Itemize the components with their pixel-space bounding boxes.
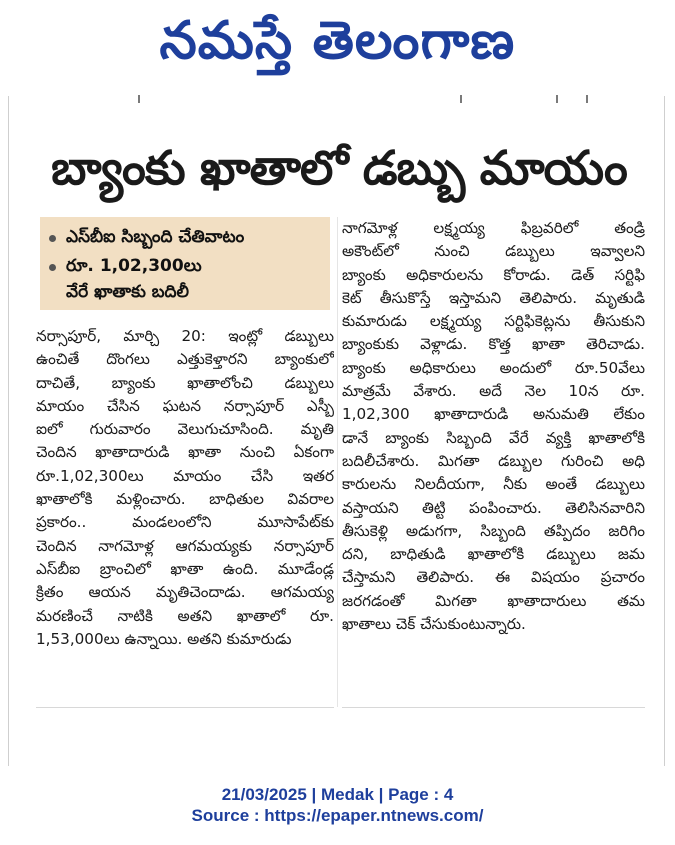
deck-item-text: ఎస్‌బీఐ సిబ్బంది చేతివాటం — [66, 227, 245, 247]
body-text-line: మాత్రమే వేశారు. అదే నెల 10న రూ. — [342, 382, 645, 401]
body-text-line: ఎస్‌బీఐ బ్రాంచిలో ఖాతా ఉంది. మూడేండ్ల — [36, 559, 334, 578]
article-body-left-column — [36, 325, 334, 651]
tick-mark — [460, 95, 462, 103]
deck-item — [52, 227, 244, 251]
tick-mark — [138, 95, 140, 103]
body-text-line: నర్సాపూర్, మార్చి 20: ఇంట్లో డబ్బులు — [36, 327, 334, 345]
body-text-line: బదిలీచేశారు. మిగతా డబ్బుల గురించి అధి — [342, 451, 645, 470]
body-text-line: చెందిన నాగమోళ్ల ఆగమయ్యకు నర్సాపూర్ — [36, 536, 334, 555]
footer-date-edition-page: 21/03/2025 | Medak | Page : 4 — [221, 785, 454, 804]
article-deck-box — [40, 217, 330, 310]
body-text-line: బ్యాంకుకు వెళ్లాడు. కొత్త ఖాతా తెరిచాడు. — [342, 335, 645, 354]
body-text-line: జరగడంతో మిగతా ఖాతాదారులు తమ — [342, 591, 645, 610]
body-text-line: దని, బాధితుడి ఖాతాలోకి డబ్బులు జమ — [342, 545, 645, 564]
body-text-line: చేస్తామని తెలిపారు. ఈ విషయం ప్రచారం — [342, 568, 645, 587]
body-text-line: కారులను నిలదీయగా, నీకు అంతే డబ్బులు — [342, 475, 645, 494]
bullet-icon — [49, 264, 56, 271]
bullet-icon — [49, 235, 56, 242]
body-text-line: రూ.1,02,300లు మాయం చేసి ఇతర — [36, 466, 334, 485]
newspaper-masthead — [0, 4, 675, 84]
body-text-line: అకౌంట్‌లో నుంచి డబ్బులు ఇవ్వాలని — [342, 242, 645, 261]
body-text-line: కెట్ తీసుకొస్తే ఇస్తామని తెలిపారు. మృతుడి — [342, 288, 645, 307]
deck-item — [52, 256, 202, 280]
footer-source-link[interactable]: Source : https://epaper.ntnews.com/ — [191, 806, 484, 825]
column-end-rule — [36, 707, 334, 708]
tick-mark — [586, 95, 588, 103]
column-end-rule — [342, 707, 645, 708]
body-text-line: కుమారుడు లక్ష్మయ్య సర్టిఫికెట్లను తీసుకుని — [342, 312, 645, 331]
body-text-line: ఉంచితే దొంగలు ఎత్తుకెళ్తారని బ్యాంకులో — [36, 350, 334, 369]
body-text-line: ఖాతాలోకి మళ్లించారు. బాధితుల వివరాల — [36, 490, 334, 509]
article-body-right-column — [342, 217, 645, 636]
body-text-line: వస్తాయని తిట్టి పంపించారు. తెలిసినవారిని — [342, 498, 645, 517]
body-text-line: మాయం చేసిన ఘటన నర్సాపూర్ ఎస్బీ — [36, 396, 334, 415]
body-text-line: నాగమోళ్ల లక్ష్మయ్య ఫిబ్రవరిలో తండ్రి — [342, 219, 645, 237]
deck-item — [52, 282, 189, 306]
body-text-line: ఐలో గురువారం వెలుగుచూసింది. మృతి — [36, 420, 334, 439]
body-text-line: తీసుకెళ్లి అడుగగా, సిబ్బంది తప్పిదం జరిగిం — [342, 521, 645, 540]
masthead-logo-text: నమస్తే తెలంగాణ — [159, 11, 516, 71]
body-text-line: దాచితే, బ్యాంకు ఖాతాలోంచి డబ్బులు — [36, 373, 334, 392]
body-text-line: ఖాతాలు చెక్ చేసుకుంటున్నారు. — [342, 615, 526, 634]
body-text-line: బ్యాంకు అధికారులను కోరాడు. డెత్ సర్టిఫి — [342, 265, 645, 284]
body-text-line: ప్రకారం.. మండలంలోని మూసాపేట్‌కు — [36, 513, 334, 532]
deck-item-text: రూ. 1,02,300లు — [66, 256, 202, 276]
article-headline: బ్యాంకు ఖాతాలో డబ్బు మాయం — [51, 141, 627, 196]
body-text-line: 1,53,000లు ఉన్నాయి. అతని కుమారుడు — [36, 629, 292, 648]
body-text-line: చెందిన ఖాతాదారుడి ఖాతా నుంచి ఏకంగా — [36, 443, 334, 462]
body-text-line: 1,02,300 ఖాతాదారుడి అనుమతి లేకుం — [342, 405, 645, 424]
tick-mark — [556, 95, 558, 103]
column-divider — [337, 217, 338, 707]
body-text-line: మరణించే నాటికి అతని ఖాతాలో రూ. — [36, 606, 334, 625]
deck-item-text: వేరే ఖాతాకు బదిలీ — [66, 282, 189, 302]
body-text-line: క్రితం ఆయన మృతిచెందాడు. ఆగమయ్య — [36, 583, 334, 602]
body-text-line: బ్యాంకు అధికారులు అందులో రూ.50వేలు — [342, 358, 645, 377]
body-text-line: డానే బ్యాంకు సిబ్బంది వేరే వ్యక్తి ఖాతాలోకి — [342, 428, 645, 447]
